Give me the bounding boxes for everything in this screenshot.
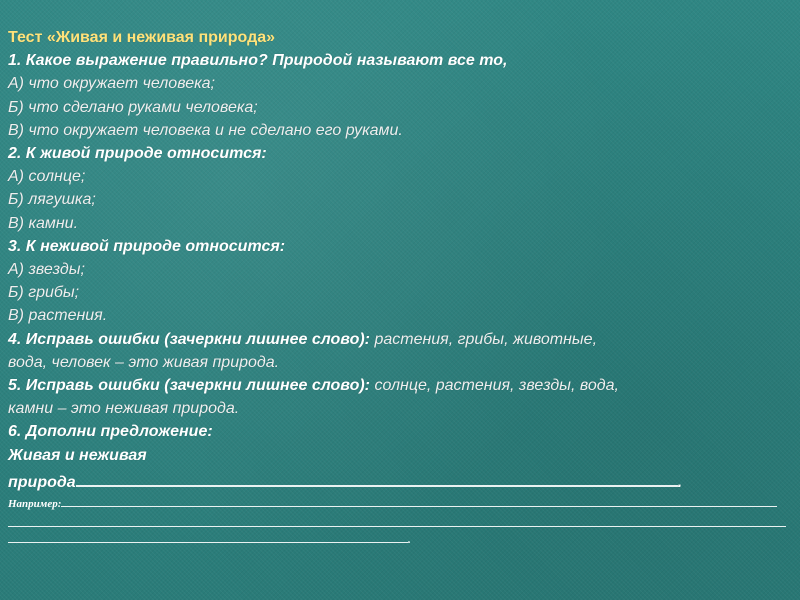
q4-text-1: растения, грибы, животные, xyxy=(370,330,598,348)
q5-text-1: солнце, растения, звезды, вода, xyxy=(370,377,619,395)
q3-option-a: А) звезды; xyxy=(8,261,85,279)
q6-line-2-end: . xyxy=(677,473,683,491)
question-4 xyxy=(8,328,792,351)
answer-blank-line[interactable] xyxy=(76,467,678,487)
q1-option-b: Б) что сделано руками человека; xyxy=(8,98,258,116)
q2-option-a: А) солнце; xyxy=(8,168,86,186)
example-label: Например: xyxy=(8,498,62,511)
example-row xyxy=(8,494,792,512)
question-2: 2. К живой природе относится: xyxy=(8,145,267,163)
example-blank-line-2[interactable] xyxy=(8,512,786,527)
test-title: Тест «Живая и неживая природа» xyxy=(8,29,276,46)
question-1: 1. Какое выражение правильно? Природой называют все то, xyxy=(8,52,508,70)
q6-line-1: Живая и неживая xyxy=(8,446,147,464)
question-5 xyxy=(8,374,792,397)
example-end-dot: . xyxy=(408,534,411,547)
q6-line-2-start: природа xyxy=(8,473,76,491)
q4-prompt: 4. Исправь ошибки (зачеркни лишнее слово): xyxy=(8,330,370,348)
q6-line-2 xyxy=(8,467,792,494)
q2-option-b: Б) лягушка; xyxy=(8,191,96,209)
q1-option-c: В) что окружает человека и не сделано его руками. xyxy=(8,121,403,139)
question-3: 3. К неживой природе относится: xyxy=(8,237,286,255)
example-row-2 xyxy=(8,512,792,530)
q5-prompt: 5. Исправь ошибки (зачеркни лишнее слово): xyxy=(8,377,370,395)
q1-option-a: А) что окружает человека; xyxy=(8,75,215,93)
q5-text-2: камни – это неживая природа. xyxy=(8,400,240,418)
q3-option-c: В) растения. xyxy=(8,307,108,325)
example-blank-line-1[interactable] xyxy=(61,494,777,507)
q4-text-2: вода, человек – это живая природа. xyxy=(8,353,280,371)
example-blank-line-3[interactable] xyxy=(8,530,408,543)
q3-option-b: Б) грибы; xyxy=(8,284,80,302)
example-row-3 xyxy=(8,530,792,548)
test-content xyxy=(8,26,792,548)
question-6: 6. Дополни предложение: xyxy=(8,423,213,441)
q2-option-c: В) камни. xyxy=(8,214,79,232)
